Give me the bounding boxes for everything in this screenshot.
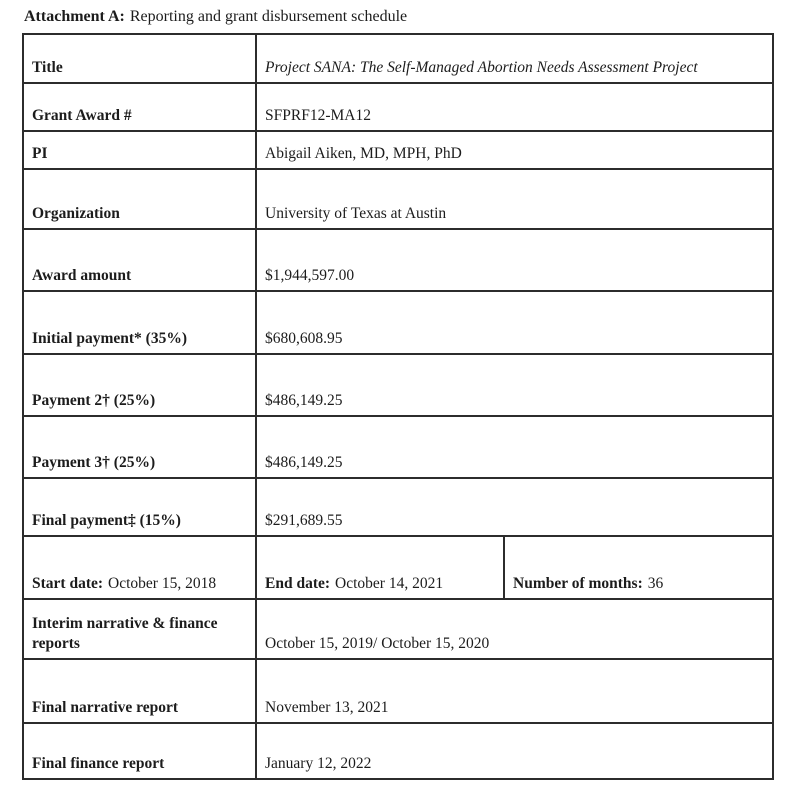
- row-label-title: Title: [23, 34, 256, 83]
- row-label-final-narrative-report: Final narrative report: [23, 659, 256, 723]
- grant-schedule-table: [22, 33, 774, 780]
- end-date-value: October 14, 2021: [335, 574, 444, 592]
- cell-end-date: [256, 536, 504, 599]
- start-date-label: Start date:: [32, 574, 104, 592]
- table-row-payment-2: [23, 354, 773, 416]
- table-row-initial-payment: [23, 291, 773, 354]
- row-value-initial-payment: $680,608.95: [256, 291, 773, 354]
- table-row-interim-reports: [23, 599, 773, 659]
- row-label-award-amount: Award amount: [23, 229, 256, 291]
- row-label-pi: PI: [23, 131, 256, 169]
- months-value: 36: [647, 574, 664, 592]
- table-row-organization: [23, 169, 773, 229]
- start-date-value: October 15, 2018: [108, 574, 217, 592]
- table-row-pi: [23, 131, 773, 169]
- end-date-label: End date:: [265, 574, 331, 592]
- row-label-final-finance-report: Final finance report: [23, 723, 256, 779]
- row-label-final-payment: Final payment‡ (15%): [23, 478, 256, 536]
- cell-start-date: [23, 536, 256, 599]
- row-value-final-payment: $291,689.55: [256, 478, 773, 536]
- row-value-title: Project SANA: The Self-Managed Abortion Needs Assessment Project: [256, 34, 773, 83]
- row-value-final-finance-report: January 12, 2022: [256, 723, 773, 779]
- table-row-grant-award: [23, 83, 773, 131]
- row-value-payment-2: $486,149.25: [256, 354, 773, 416]
- row-value-organization: University of Texas at Austin: [256, 169, 773, 229]
- cell-number-of-months: [504, 536, 773, 599]
- months-label: Number of months:: [513, 574, 643, 592]
- table-row-final-narrative-report: [23, 659, 773, 723]
- row-label-payment-2: Payment 2† (25%): [23, 354, 256, 416]
- table-row-payment-3: [23, 416, 773, 478]
- row-label-initial-payment: Initial payment* (35%): [23, 291, 256, 354]
- row-label-interim-reports: Interim narrative & finance reports: [23, 599, 256, 659]
- heading-title-text: Reporting and grant disbursement schedule: [129, 8, 408, 25]
- table-row-dates: [23, 536, 773, 599]
- row-value-award-amount: $1,944,597.00: [256, 229, 773, 291]
- table-row-final-finance-report: [23, 723, 773, 779]
- row-label-organization: Organization: [23, 169, 256, 229]
- document-heading: [24, 8, 407, 26]
- table-row-title: [23, 34, 773, 83]
- row-value-payment-3: $486,149.25: [256, 416, 773, 478]
- row-value-grant-award: SFPRF12-MA12: [256, 83, 773, 131]
- row-value-pi: Abigail Aiken, MD, MPH, PhD: [256, 131, 773, 169]
- table-row-final-payment: [23, 478, 773, 536]
- row-label-payment-3: Payment 3† (25%): [23, 416, 256, 478]
- row-value-final-narrative-report: November 13, 2021: [256, 659, 773, 723]
- heading-attachment-label: Attachment A:: [24, 8, 125, 25]
- table-row-award-amount: [23, 229, 773, 291]
- row-label-grant-award: Grant Award #: [23, 83, 256, 131]
- row-value-interim-reports: October 15, 2019/ October 15, 2020: [256, 599, 773, 659]
